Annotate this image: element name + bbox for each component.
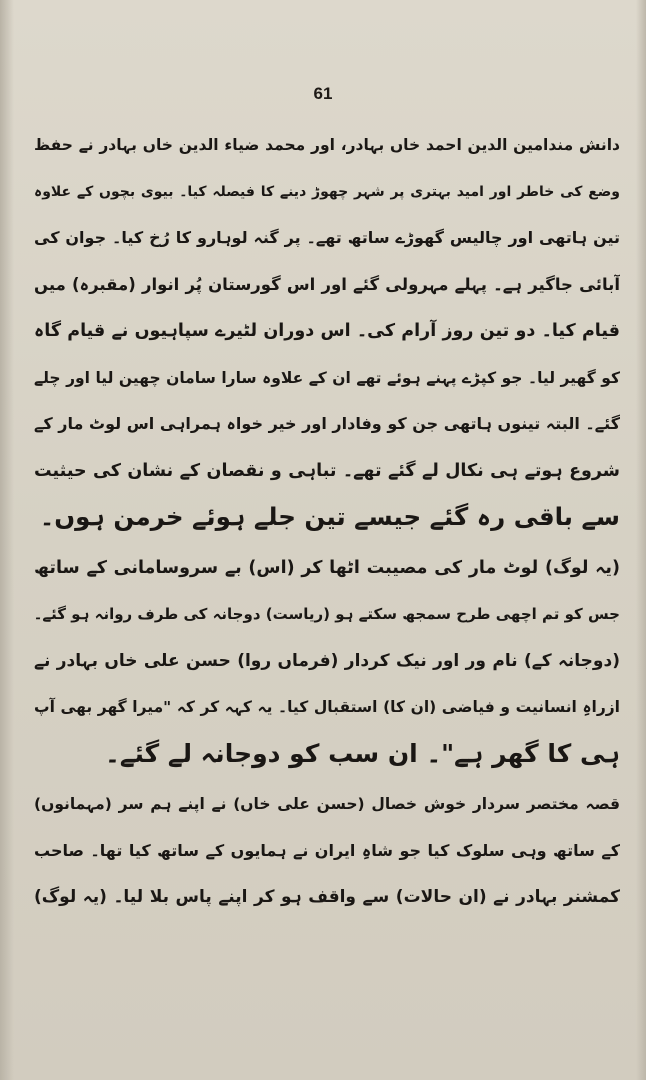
text-line: شروع ہوتے ہی نکال لے گئے تھے۔ تباہی و نقصان کے نشان کی حیثیت xyxy=(34,460,620,481)
page-edge-right xyxy=(636,0,646,1080)
text-line: گئے۔ البتہ تینوں ہاتھی جن کو وفادار اور خیر خواہ ہمراہی اس لوٹ مار کے xyxy=(34,414,620,433)
text-line: قصہ مختصر سردار خوش خصال (حسن علی خاں) نے اپنے ہم سر (مہمانوں) xyxy=(34,795,620,813)
text-line: (دوجانہ کے) نام ور اور نیک کردار (فرماں روا) حسن علی خاں بہادر نے xyxy=(34,650,620,671)
text-line: سے باقی رہ گئے جیسے تین جلے ہوئے خرمن ہوں۔ xyxy=(39,502,620,531)
text-line: کو گھیر لیا۔ جو کپڑے پہنے ہوئے تھے ان کے علاوہ سارا سامان چھین لیا اور چلے xyxy=(34,368,620,387)
text-line: وضع کی خاطر اور امید بہتری پر شہر چھوڑ دینے کا فیصلہ کیا۔ بیوی بچوں کے علاوہ xyxy=(34,183,620,200)
urdu-body-text xyxy=(34,122,620,921)
text-line: آبائی جاگیر ہے۔ پہلے مہرولی گئے اور اس گورستان پُر انوار (مقبرہ) میں xyxy=(34,274,620,294)
text-line: قیام کیا۔ دو تین روز آرام کی۔ اس دوران لٹیرے سپاہیوں نے قیام گاہ xyxy=(34,321,620,341)
page-number: 61 xyxy=(313,84,333,103)
text-line: ازراہِ انسانیت و فیاضی (ان کا) استقبال کیا۔ یہ کہہ کر کہ "میرا گھر بھی آپ xyxy=(34,698,620,716)
text-line: (یہ لوگ) لوٹ مار کی مصیبت اٹھا کر (اس) بے سروسامانی کے ساتھ xyxy=(34,557,620,578)
text-line: ہی کا گھر ہے"۔ ان سب کو دوجانہ لے گئے۔ xyxy=(105,738,620,768)
text-line: کمشنر بہادر نے (ان حالات) سے واقف ہو کر اپنے پاس بلا لیا۔ (یہ لوگ) xyxy=(34,887,620,907)
page-edge-left xyxy=(0,0,14,1080)
text-line: جس کو تم اچھی طرح سمجھ سکتے ہو (ریاست) دوجانہ کی طرف روانہ ہو گئے۔ xyxy=(34,605,620,623)
text-line: تین ہاتھی اور چالیس گھوڑے ساتھ تھے۔ پر گنہ لوہارو کا رُخ کیا۔ جوان کی xyxy=(34,228,620,247)
text-line: کے ساتھ وہی سلوک کیا جو شاہِ ایران نے ہمایوں کے ساتھ کیا تھا۔ صاحب xyxy=(34,840,620,860)
text-line: دانش مندامین الدین احمد خاں بہادر، اور محمد ضیاء الدین خاں بہادر نے حفظ xyxy=(34,136,620,154)
